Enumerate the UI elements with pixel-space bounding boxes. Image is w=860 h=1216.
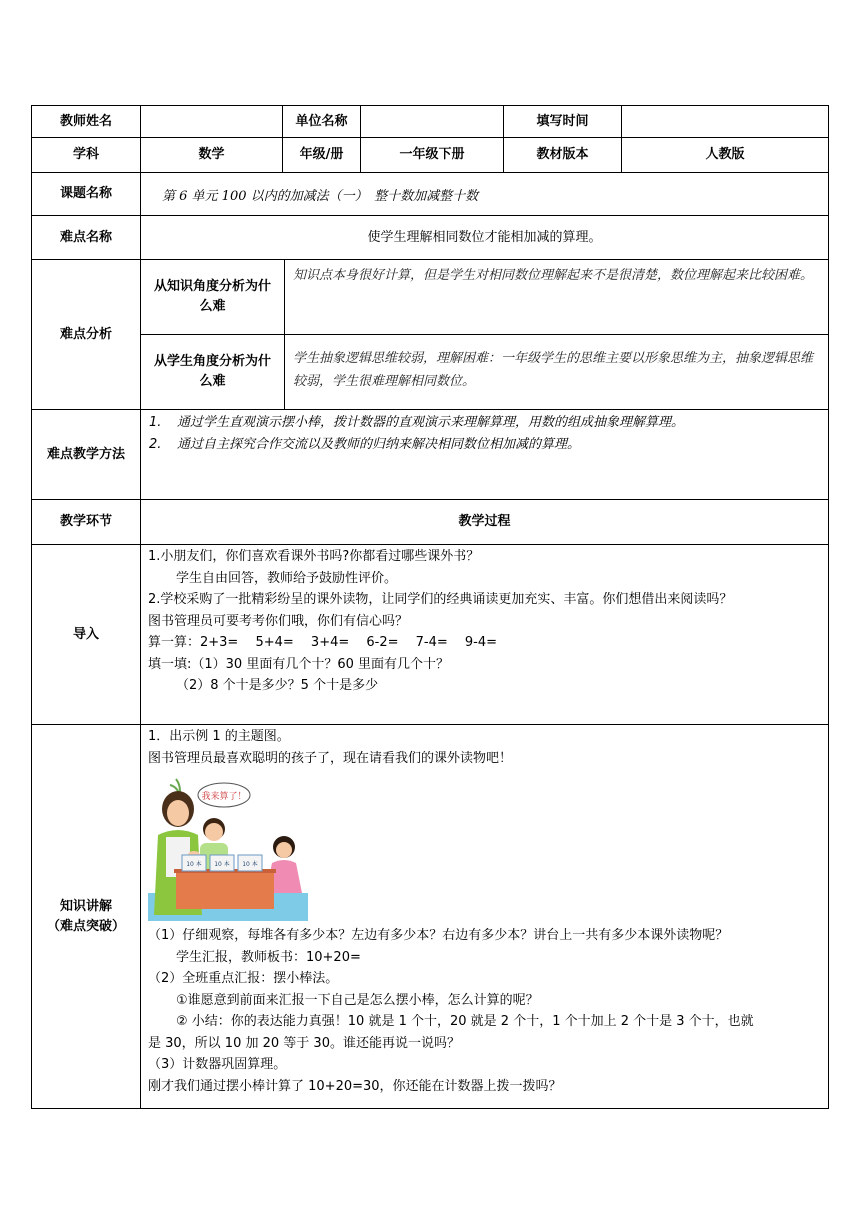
method-list [141, 410, 828, 499]
intro-line: 图书管理员可要考考你们哦，你们有信心吗？ [148, 613, 409, 629]
subject-value: 数学 [198, 147, 225, 162]
edition-label: 教材版本 [536, 147, 589, 162]
speech-bubble-text: 我来算了！ [201, 792, 247, 802]
difficulty-label: 难点名称 [59, 229, 112, 245]
knowledge-line: （1）仔细观察，每堆各有多少本？左边有多少本？右边有多少本？讲台上一共有多少本课外读物呢？ [148, 928, 729, 943]
example-illustration [148, 775, 308, 921]
knowledge-line: 学生汇报，教师板书：10+20= [176, 949, 361, 965]
intro-line: 学生自由回答，教师给予鼓励性评价。 [176, 570, 398, 586]
teacher-name-value[interactable] [141, 106, 282, 137]
student-angle-text: 学生抽象逻辑思维较弱，理解困难：一年级学生的思维主要以形象思维为主，抽象逻辑思维较弱，学生很难理解相同数位。 [293, 351, 814, 389]
grade-value: 一年级下册 [399, 147, 465, 162]
teacher-name-label: 教师姓名 [59, 113, 112, 129]
fill-date-value[interactable] [622, 106, 828, 137]
method-label: 难点教学方法 [46, 446, 125, 462]
intro-content [148, 545, 826, 724]
book-stack-right [238, 855, 262, 871]
grade-label: 年级/册 [299, 147, 344, 162]
teaching-stage-header: 教学环节 [59, 514, 112, 529]
book-stack-middle [210, 855, 234, 871]
method-item-number: 2. [149, 437, 162, 452]
topic-label: 课题名称 [59, 186, 112, 201]
book-label: 10 本 [242, 861, 258, 868]
method-item-text: 通过自主探究合作交流以及教师的归纳来解决相同数位相加减的算理。 [177, 437, 581, 452]
topic-value: 第 6 单元 100 以内的加减法（一） 整十数加减整十数 [162, 188, 479, 204]
knowledge-line: 是 30，所以 10 加 20 等于 30。谁还能再说一说吗？ [148, 1035, 460, 1051]
knowledge-line: ①谁愿意到前面来汇报一下自己是怎么摆小棒，怎么计算的呢？ [176, 992, 539, 1008]
intro-line: 填一填:（1）30 里面有几个十？60 里面有几个十？ [148, 656, 449, 672]
intro-line: （2）8 个十是多少？5 个十是多少 [176, 678, 379, 693]
knowledge-line: 1．出示例 1 的主题图。 [148, 729, 290, 744]
intro-line: 1.小朋友们，你们喜欢看课外书吗?你都看过哪些课外书？ [148, 549, 480, 564]
teaching-process-header: 教学过程 [458, 514, 511, 529]
intro-line: 2.学校采购了一批精彩纷呈的课外读物，让同学们的经典诵读更加充实、丰富。你们想借出来阅读吗？ [148, 592, 733, 607]
method-item [149, 412, 822, 434]
knowledge-angle-label: 从知识角度分析为什么难 [153, 279, 271, 314]
book-label: 10 本 [186, 861, 202, 868]
subject-label: 学科 [72, 147, 99, 162]
knowledge-line: （3）计数器巩固算理。 [148, 1057, 287, 1072]
method-item-text: 通过学生直观演示摆小棒，拨计数器的直观演示来理解算理，用数的组成抽象理解算理。 [177, 415, 685, 430]
knowledge-label [32, 725, 140, 1108]
method-item-number: 1. [149, 415, 162, 430]
difficulty-value: 使学生理解相同数位才能相加减的算理。 [367, 229, 602, 245]
intro-label: 导入 [72, 626, 99, 642]
unit-name-value[interactable] [361, 106, 503, 137]
knowledge-line: 刚才我们通过摆小棒计算了 10+20=30，你还能在计数器上拨一拨吗？ [148, 1078, 562, 1094]
student-angle-label: 从学生角度分析为什么难 [153, 354, 271, 389]
unit-name-label: 单位名称 [295, 113, 348, 129]
knowledge-label-line1: 知识讲解 [59, 898, 112, 914]
intro-line: 算一算：2+3= 5+4= 3+4= 6-2= 7-4= 9-4= [148, 635, 498, 650]
knowledge-line: （2）全班重点汇报：摆小棒法。 [148, 971, 339, 986]
knowledge-line: 图书管理员最喜欢聪明的孩子了，现在请看我们的课外读物吧！ [148, 750, 513, 766]
book-label: 10 本 [214, 861, 230, 868]
teacher-face [167, 800, 189, 826]
girl-face [276, 842, 292, 858]
boy-face [205, 823, 223, 841]
podium [176, 871, 274, 909]
method-item [149, 434, 822, 456]
knowledge-angle-text: 知识点本身很好计算，但是学生对相同数位理解起来不是很清楚，数位理解起来比较困难。 [293, 268, 814, 283]
book-stack-left [182, 855, 206, 871]
knowledge-label-line2: （难点突破） [46, 918, 125, 934]
fill-date-label: 填写时间 [536, 113, 589, 129]
edition-value: 人教版 [705, 147, 745, 162]
knowledge-content [148, 725, 826, 1108]
knowledge-line: ② 小结：你的表达能力真强！10 就是 1 个十，20 就是 2 个十，1 个十加上 2 个十是 3 个十，也就 [176, 1014, 754, 1029]
analysis-label: 难点分析 [59, 326, 112, 342]
lesson-plan-table [31, 105, 829, 1109]
